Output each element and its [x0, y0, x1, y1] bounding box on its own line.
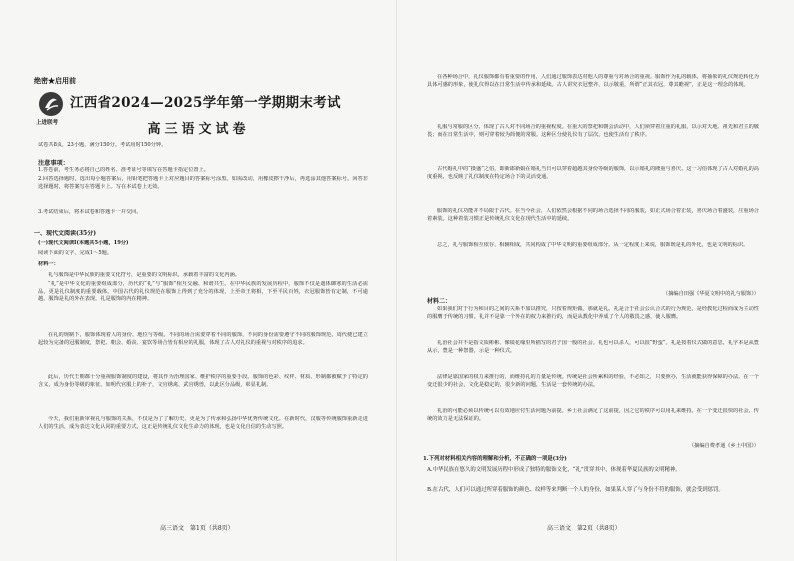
source-citation: （摘编自费孝通《乡土中国》）	[688, 443, 759, 449]
publisher-logo-name: 上进联考	[36, 120, 59, 126]
body-paragraph: 礼服与常服的区分，体现了古人对不同场合的重视程度。在重大的祭祀和朝会活动中，人们须穿着庄重的礼服，以示对天地、祖先和君主的敬畏；而在日常生活中，则可穿着较为简便的常服。这种区分使礼仪有了层次，也使生活有了秩序。	[427, 124, 759, 138]
body-paragraph: 法律是靠国家的权力来推行的，而维持礼的力量是传统。传统是社会所累积的经验，不必知之，只要照办，生活就能获得保障的办法。在一个变迁很少的社会，文化是稳定的，很少新的问题，生活是一套传统的办法。	[427, 374, 759, 388]
body-paragraph: 此后，历代王朝都十分重视服饰制度的建设，将其作为治理国家、维护秩序的重要手段。服饰的色彩、纹样、材质、形制都被赋予了特定的含义，成为身份等级的象征。如明代官服上的补子，文官绣禽，武官绣兽，以此区分品级，彰显礼制。	[38, 374, 368, 388]
body-paragraph: 总之，礼与服饰相互依存、相辅相成，共同构成了中华文明的重要组成部分。从一定程度上来说，服饰既是礼的外化，也是文明的标识。	[437, 242, 749, 248]
body-paragraph: 如果我们对于行为和目的之间的关系不加以推究，只按着规矩做，那就是礼。礼是合于社会公认合式的行为规范，是经教化过程而成为主动性的服膺于传统的习惯。礼并不是靠一个外在的权力来推行的，而是从教化中养成了个人的敬畏之感，使人服膺。	[427, 306, 759, 320]
body-paragraph: 礼与服饰是中华民族的重要文化符号，是重要的文明标识，承载着丰富的文化内涵。	[48, 272, 240, 278]
question-option: B.在古代，人们可以通过所穿着服饰的颜色、纹样等来判断一个人的身份，如果某人穿了与身份不符的服饰，就会受到惩罚。	[427, 487, 724, 493]
note-item: 3.考试结束后，将本试卷和答题卡一并交回。	[38, 209, 142, 215]
body-paragraph: 礼治社会并不是指文质彬彬、像镜花缘里所描写的君子国一般的社会。礼也可以杀人，可以很“野蛮”。礼是按着仪式做的意思，礼字本是从豊从示，豊是一种祭器，示是一种仪式。	[427, 340, 759, 354]
note-item: 2.回答选择题时，选出每小题答案后，用铅笔把答题卡上对应题目的答案标号涂黑。如需改动，用橡皮擦干净后，再选涂其他答案标号。回答非选择题时，将答案写在答题卡上。写在本试卷上无效。	[38, 176, 368, 190]
note-item: 1.答卷前，考生务必将自己的姓名、准考证号等填写在答题卡指定位置上。	[38, 167, 209, 173]
body-paragraph: 今天，我们重新审视礼与服饰的关系，不仅是为了了解历史，更是为了传承和弘扬中华优秀传统文化。在新时代，汉服等传统服饰重新走进人们的生活，成为表达文化认同的重要方式，这正是传统礼仪文化生命力的体现，也是文化自信的生动写照。	[38, 416, 368, 430]
subject-title: 高三语文试卷	[147, 122, 250, 137]
material-two-heading: 材料二：	[427, 298, 452, 305]
page-right	[397, 0, 794, 561]
reading-instruction: 阅读下面的文字，完成1～5题。	[38, 250, 113, 256]
section-title: 一、现代文阅读(35分)	[34, 230, 97, 237]
body-paragraph: 服饰的礼仪功能并不局限于古代。在当今社会，人们依然会根据不同的场合选择不同的服装，如正式场合着正装，喜庆场合着盛装，庄重场合着素装。这种着装习惯正是传统礼仪文化在现代生活中的延续。	[427, 208, 759, 222]
body-paragraph: 礼治的可能必须以传统可以有效地应付生活问题为前提。乡土社会满足了这前提，因之它的秩序可以用礼来维持。在一个变迁很快的社会，传统的效力是无法保证的。	[427, 408, 759, 422]
body-paragraph: 在各种场合中，礼仪服饰都有着重要的作用，人们通过服饰表达对他人的尊重与对场合的重视。服饰作为礼的载体，将抽象的礼仪规范转化为具体可感的形象，使礼仪得以在日常生活中传承和延续。古人讲究衣冠整齐，以示敬重，所谓“正其衣冠，尊其瞻视”，正是这一理念的体现。	[427, 74, 759, 88]
exam-intro: 试卷共8页，23小题，满分150分。考试用时150分钟。	[38, 142, 167, 148]
subsection-title: (一)现代文阅读Ⅰ(本题共5小题，19分)	[38, 240, 129, 246]
page-footer: 高三语文 第2页（共8页）	[547, 525, 621, 532]
body-paragraph: 在礼的规制下，服饰体现着人的身份、地位与等级。不同的场合需要穿着不同的服饰，不同的身份需要遵守不同的服饰规范。周代便已建立起较为完备的冠服制度，祭祀、朝会、婚丧、宴饮等场合皆有相应的礼服，体现了古人对礼仪的重视与对秩序的追求。	[38, 332, 368, 346]
material-one-heading: 材料一：	[38, 261, 59, 267]
page-footer: 高三语文 第1页（共8页）	[160, 525, 234, 532]
secret-label: 绝密★启用前	[34, 76, 76, 85]
question-stem: 1.下列对材料相关内容的理解和分析，不正确的一项是(3分)	[423, 456, 567, 462]
publisher-logo-icon	[38, 91, 64, 117]
notes-heading: 注意事项：	[38, 160, 69, 167]
body-paragraph: 古代婚礼中的“摄盛”之俗，即新郎新娘在婚礼当日可以穿着超越其身份等级的服饰，以示婚礼的隆重与喜庆。这一习俗体现了古人对婚礼的高度重视，也反映了礼仪制度在特定场合下的灵活变通。	[427, 166, 759, 180]
body-paragraph: “礼”是中华文化的重要组成部分，历代的“礼”与“服饰”相互交融、和谐共生。在中华民族的发展历程中，服饰不仅是遮体御寒的生活必需品，更是礼仪制度的重要载体。中国古代的礼仪规范在服饰上得到了充分的体现，上至帝王将相，下至平民百姓，衣冠服饰皆有定制，不可逾越。服饰是礼的外在表现，礼是服饰的内在精神。	[38, 281, 368, 303]
source-citation: （摘编自田强《华夏文明中的礼与服饰》）	[663, 291, 759, 297]
exam-title: 江西省2024—2025学年第一学期期末考试	[70, 95, 341, 111]
question-option: A.中华民族在悠久的文明发展历程中形成了独特的服饰文化，“礼”贯穿其中，体现着华夏民族的文明精神。	[427, 467, 681, 473]
